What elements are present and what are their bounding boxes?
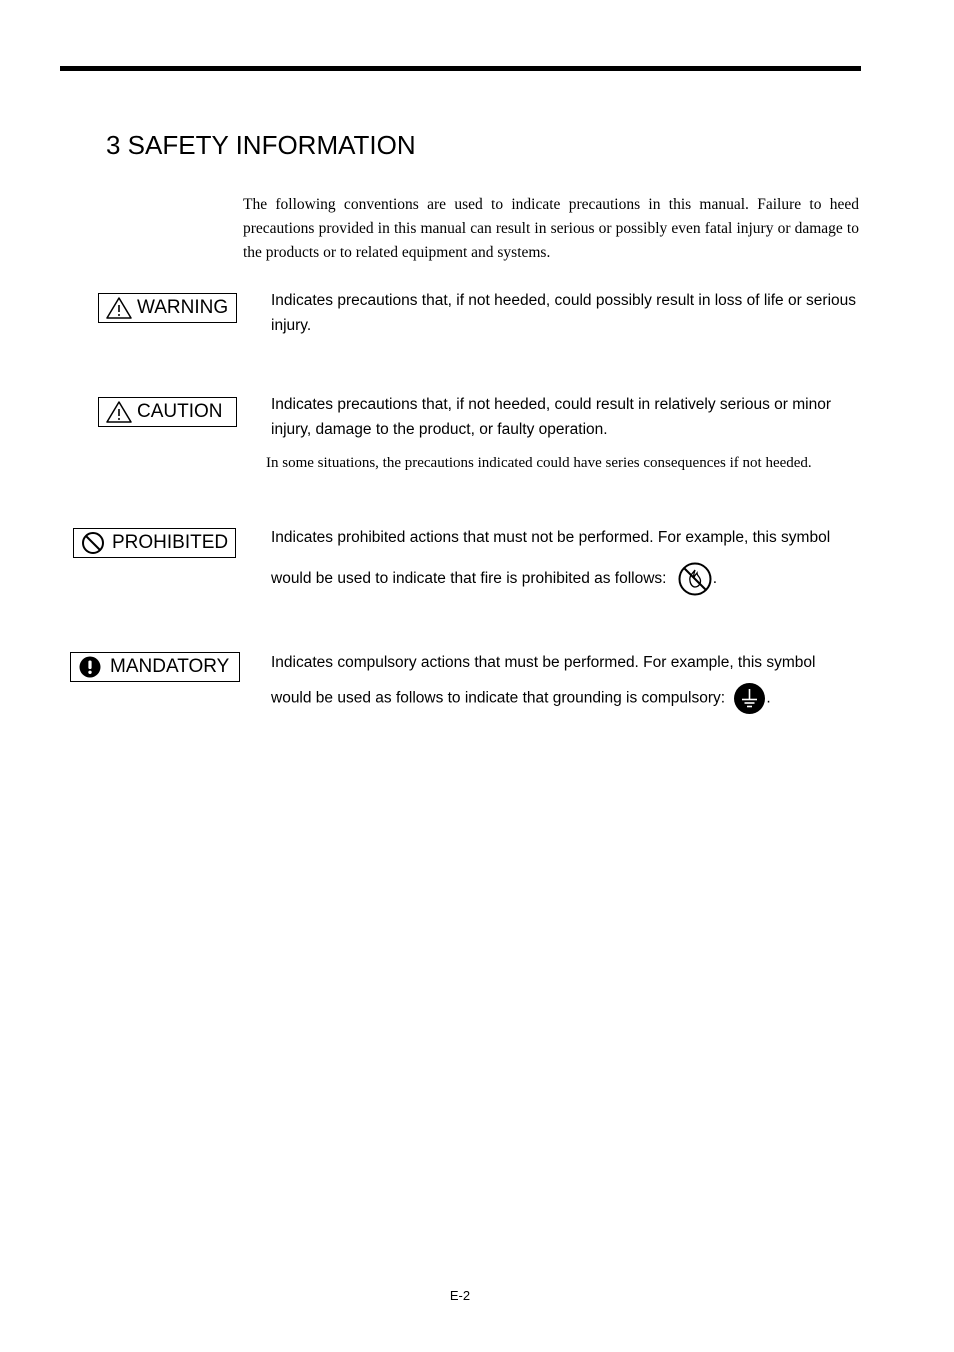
caution-description: Indicates precautions that, if not heeded, could result in relatively serious or minor injury, damage to the product, or faulty operation. bbox=[271, 396, 832, 438]
warning-triangle-icon bbox=[105, 296, 133, 320]
intro-paragraph: The following conventions are used to indicate precautions in this manual. Failure to heed precautions provided in this manual can result in serious or possibly even fatal injury or damage to the products or to related equipment and systems. bbox=[243, 196, 859, 261]
caution-note: In some situations, the precautions indicated could have series consequences if not heeded. bbox=[266, 455, 812, 471]
prohibited-label bbox=[73, 528, 236, 558]
prohibited-description-line2 bbox=[271, 561, 859, 597]
prohibited-description-line1: Indicates prohibited actions that must not be performed. For example, this symbol bbox=[271, 529, 831, 546]
caution-label-text: CAUTION bbox=[137, 401, 223, 422]
mandatory-description-line2 bbox=[271, 682, 859, 715]
warning-description: Indicates precautions that, if not heeded, could possibly result in loss of life or serious injury. bbox=[271, 292, 857, 334]
warning-label-text: WARNING bbox=[137, 297, 229, 318]
caution-triangle-icon bbox=[105, 400, 133, 424]
prohibited-label-text: PROHIBITED bbox=[112, 532, 229, 553]
prohibited-description-line2-text: would be used to indicate that fire is prohibited as follows: bbox=[271, 570, 667, 588]
page-number: E-2 bbox=[449, 1288, 471, 1303]
warning-label bbox=[98, 293, 237, 323]
caution-label bbox=[98, 397, 237, 427]
page-title: 3 SAFETY INFORMATION bbox=[106, 130, 416, 160]
mandatory-label bbox=[70, 652, 240, 682]
prohibited-trailing-period: . bbox=[712, 570, 718, 588]
ground-icon bbox=[733, 682, 766, 715]
mandatory-trailing-period: . bbox=[766, 689, 771, 707]
mandatory-description-line1: Indicates compulsory actions that must be performed. For example, this symbol bbox=[271, 654, 816, 671]
exclamation-circle-icon bbox=[79, 656, 101, 678]
no-fire-icon bbox=[677, 561, 713, 597]
mandatory-description-line2-text: would be used as follows to indicate that grounding is compulsory: bbox=[271, 689, 726, 707]
prohibited-description bbox=[271, 525, 859, 597]
mandatory-label-text: MANDATORY bbox=[110, 656, 230, 677]
top-rule bbox=[60, 66, 861, 71]
mandatory-description bbox=[271, 650, 859, 715]
prohibited-icon bbox=[80, 530, 106, 556]
